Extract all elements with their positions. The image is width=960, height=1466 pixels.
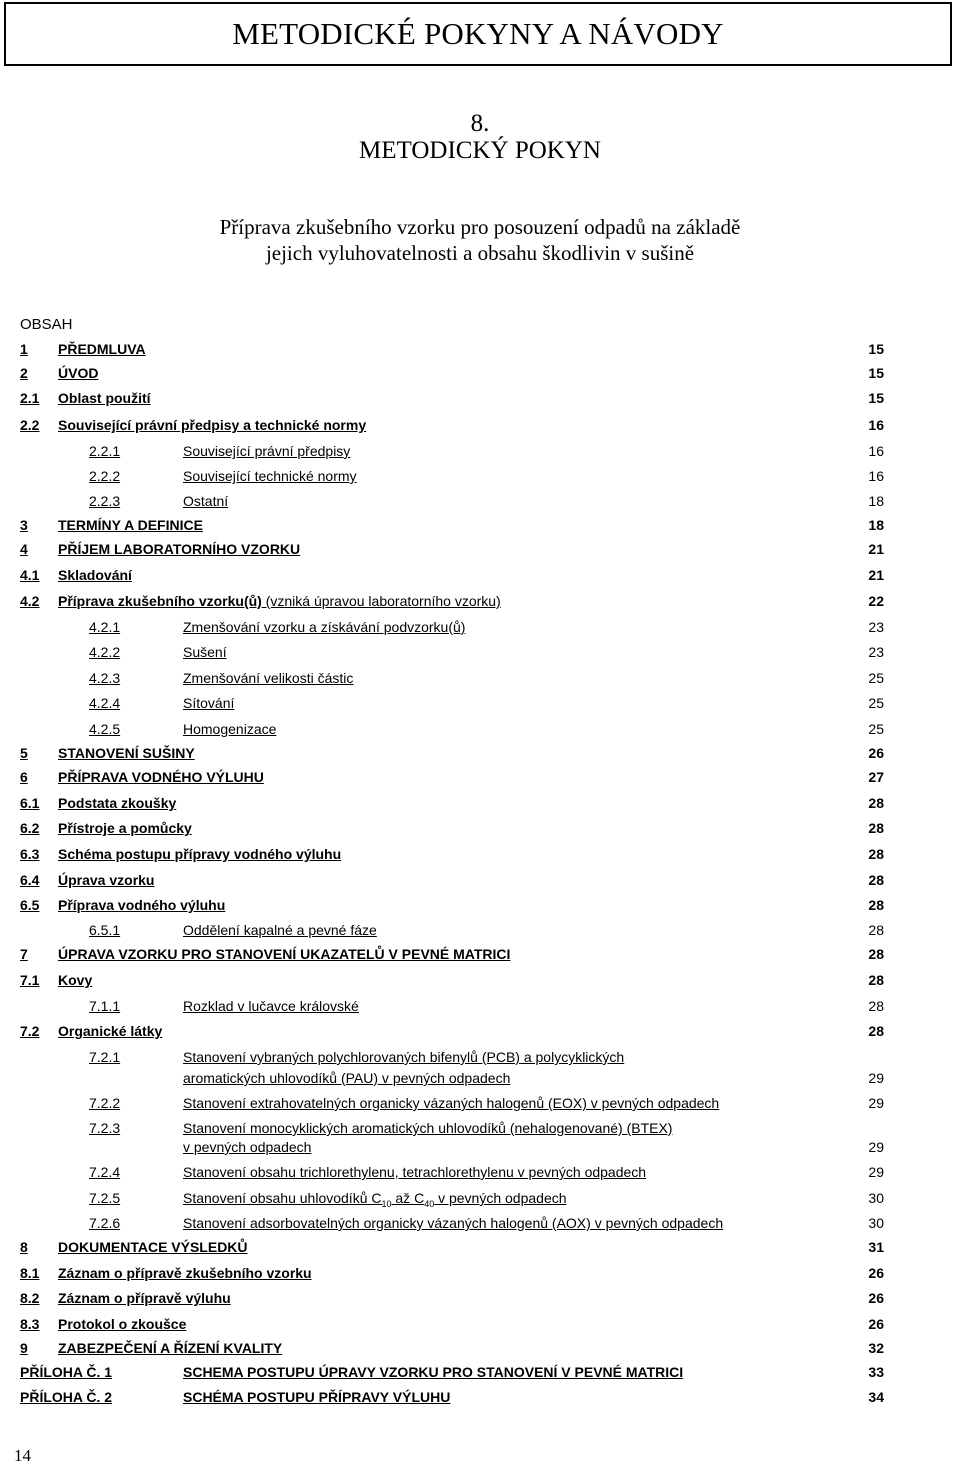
toc-page: 15 [868,390,884,406]
toc-title[interactable]: Související právní předpisy a technické normy [58,417,367,433]
subtitle-line-1: Příprava zkušebního vzorku pro posouzení odpadů na základě [219,215,741,239]
toc-num: 4.2.1 [89,619,121,635]
document-header-title: METODICKÉ POKYNY A NÁVODY [232,16,724,51]
toc-title[interactable]: PŘÍJEM LABORATORNÍHO VZORKU [58,541,301,557]
toc-title-suffix: (vzniká úpravou laboratorního vzorku) [261,593,501,609]
toc-page: 29 [868,1164,884,1180]
pokyn-title: METODICKÝ POKYN [359,137,601,164]
toc-num: 8.1 [20,1265,40,1281]
toc-title[interactable]: Zmenšování vzorku a získávání podvzorku(ů) [183,619,466,635]
toc-page: 27 [868,769,884,785]
toc-num: PŘÍLOHA Č. 2 [20,1389,113,1405]
toc-num: 7.1 [20,972,40,988]
toc-title[interactable]: Záznam o přípravě výluhu [58,1290,231,1306]
toc-title-main: Příprava zkušebního vzorku(ů) [58,593,262,609]
toc-page: 23 [868,619,884,635]
toc-title[interactable]: Zmenšování velikosti částic [183,670,354,686]
toc-num: 7.2.3 [89,1120,121,1136]
toc-title[interactable]: Podstata zkoušky [58,795,177,811]
toc-title-line-2[interactable]: v pevných odpadech [183,1139,312,1155]
pokyn-number: 8. [470,110,490,137]
toc-page: 28 [868,972,884,988]
toc-page: 29 [868,1070,884,1086]
toc-page: 30 [868,1190,884,1206]
toc-num: 1 [20,341,28,357]
toc-page: 26 [868,745,884,761]
toc-page: 28 [868,846,884,862]
toc-page: 18 [868,517,884,533]
toc-page: 16 [868,417,884,433]
toc-num: 2.2.1 [89,443,121,459]
toc-page: 26 [868,1316,884,1332]
toc-page: 28 [868,820,884,836]
toc-num: 2.2.3 [89,493,121,509]
subtitle-line-2: jejich vyluhovatelnosti a obsahu škodlivin v sušině [265,241,695,265]
toc-page: 18 [868,493,884,509]
toc-title[interactable]: Stanovení obsahu trichlorethylenu, tetrachlorethylenu v pevných odpadech [183,1164,647,1180]
toc-title-a: Stanovení obsahu uhlovodíků C [183,1190,382,1206]
toc-subscript: 40 [424,1198,435,1209]
toc-num: 2.1 [20,390,40,406]
toc-page: 34 [868,1389,884,1405]
toc-title[interactable]: ZABEZPEČENÍ A ŘÍZENÍ KVALITY [58,1340,283,1356]
toc-title[interactable] [183,1190,567,1209]
toc-page: 23 [868,644,884,660]
toc-title[interactable]: Skladování [58,567,132,583]
toc-title[interactable]: Úprava vzorku [58,872,155,888]
toc-page: 16 [868,468,884,484]
toc-num: 3 [20,517,28,533]
toc-title[interactable]: TERMÍNY A DEFINICE [58,517,203,533]
toc-num: 6.5.1 [89,922,121,938]
toc-num: 4.2 [20,593,40,609]
toc-title[interactable]: Homogenizace [183,721,277,737]
toc-num: 8 [20,1239,28,1255]
toc-page: 25 [868,670,884,686]
toc-title[interactable]: Záznam o přípravě zkušebního vzorku [58,1265,312,1281]
toc-num: 4.2.5 [89,721,121,737]
toc-num: 7.1.1 [89,998,121,1014]
toc-num: 7.2.4 [89,1164,121,1180]
toc-page: 26 [868,1265,884,1281]
toc-page: 21 [868,567,884,583]
toc-num: 7.2.6 [89,1215,121,1231]
toc-title[interactable]: Schéma postupu přípravy vodného výluhu [58,846,342,862]
toc-page: 28 [868,922,884,938]
toc-num: 2.2.2 [89,468,121,484]
toc-num: 6.3 [20,846,40,862]
toc-title[interactable]: Oblast použití [58,390,151,406]
toc-title[interactable]: Oddělení kapalné a pevné fáze [183,922,377,938]
toc-title[interactable]: Protokol o zkoušce [58,1316,187,1332]
toc-num: 2 [20,365,28,381]
toc-num: 4.2.4 [89,695,121,711]
toc-subscript: 10 [381,1198,392,1209]
toc-num: PŘÍLOHA Č. 1 [20,1364,113,1380]
toc-title[interactable]: Stanovení extrahovatelných organicky vázaných halogenů (EOX) v pevných odpadech [183,1095,720,1111]
toc-num: 7 [20,946,28,962]
toc-title[interactable]: ÚVOD [58,365,99,381]
toc-title[interactable]: PŘÍPRAVA VODNÉHO VÝLUHU [58,769,264,785]
toc-heading: OBSAH [20,316,73,333]
toc-page: 15 [868,341,884,357]
toc-page: 16 [868,443,884,459]
toc-page: 28 [868,872,884,888]
toc-page: 28 [868,998,884,1014]
toc-num: 5 [20,745,28,761]
toc-title[interactable]: STANOVENÍ SUŠINY [58,745,195,761]
toc-num: 4.2.2 [89,644,121,660]
toc-page: 29 [868,1095,884,1111]
toc-num: 2.2 [20,417,40,433]
toc-num: 7.2.1 [89,1049,121,1065]
toc-title[interactable]: Související právní předpisy [183,443,351,459]
toc-page: 22 [868,593,884,609]
toc-page: 25 [868,695,884,711]
toc-num: 4.1 [20,567,40,583]
toc-title[interactable]: Stanovení monocyklických aromatických uhlovodíků (nehalogenované) (BTEX) [183,1120,673,1136]
toc-page: 15 [868,365,884,381]
toc-page: 26 [868,1290,884,1306]
toc-page: 33 [868,1364,884,1380]
toc-title[interactable]: SCHÉMA POSTUPU PŘÍPRAVY VÝLUHU [183,1389,451,1405]
toc-num: 4.2.3 [89,670,121,686]
toc-title[interactable]: SCHEMA POSTUPU ÚPRAVY VZORKU PRO STANOVENÍ V PEVNÉ MATRICI [183,1364,684,1380]
toc-page: 21 [868,541,884,557]
toc-title[interactable]: Stanovení vybraných polychlorovaných bifenylů (PCB) a polycyklických [183,1049,625,1065]
toc-title[interactable]: DOKUMENTACE VÝSLEDKŮ [58,1239,248,1255]
toc-title[interactable]: Ostatní [183,493,229,509]
toc-title[interactable]: Příprava vodného výluhu [58,897,226,913]
toc-title[interactable]: Sítování [183,695,235,711]
toc-page: 28 [868,795,884,811]
toc-title[interactable]: ÚPRAVA VZORKU PRO STANOVENÍ UKAZATELŮ V PEVNÉ MATRICI [58,946,511,962]
toc-page: 32 [868,1340,884,1356]
toc-page: 31 [868,1239,884,1255]
toc-num: 7.2 [20,1023,40,1039]
toc-title[interactable]: Související technické normy [183,468,357,484]
toc-title-b: až C [391,1190,425,1206]
toc-title-c: v pevných odpadech [434,1190,567,1206]
page-number: 14 [14,1446,31,1465]
toc-title[interactable]: Sušení [183,644,227,660]
toc-title[interactable]: Kovy [58,972,93,988]
toc-page: 28 [868,1023,884,1039]
toc-page: 25 [868,721,884,737]
toc-title[interactable]: PŘEDMLUVA [58,341,146,357]
toc-title[interactable]: Rozklad v lučavce královské [183,998,359,1014]
toc-page: 28 [868,946,884,962]
toc-num: 9 [20,1340,28,1356]
toc-title-line-2[interactable]: aromatických uhlovodíků (PAU) v pevných odpadech [183,1070,511,1086]
toc-title[interactable]: Organické látky [58,1023,163,1039]
toc-num: 6.5 [20,897,40,913]
toc-num: 8.2 [20,1290,40,1306]
toc-num: 8.3 [20,1316,40,1332]
toc-num: 6 [20,769,28,785]
toc-num: 4 [20,541,28,557]
toc-num: 6.2 [20,820,40,836]
toc-title[interactable] [58,593,501,609]
toc-page: 29 [868,1139,884,1155]
toc-page: 28 [868,897,884,913]
toc-title[interactable]: Přístroje a pomůcky [58,820,192,836]
toc-num: 6.4 [20,872,40,888]
toc-num: 7.2.2 [89,1095,121,1111]
toc-num: 7.2.5 [89,1190,121,1206]
toc-title[interactable]: Stanovení adsorbovatelných organicky vázaných halogenů (AOX) v pevných odpadech [183,1215,724,1231]
toc-num: 6.1 [20,795,40,811]
toc-page: 30 [868,1215,884,1231]
